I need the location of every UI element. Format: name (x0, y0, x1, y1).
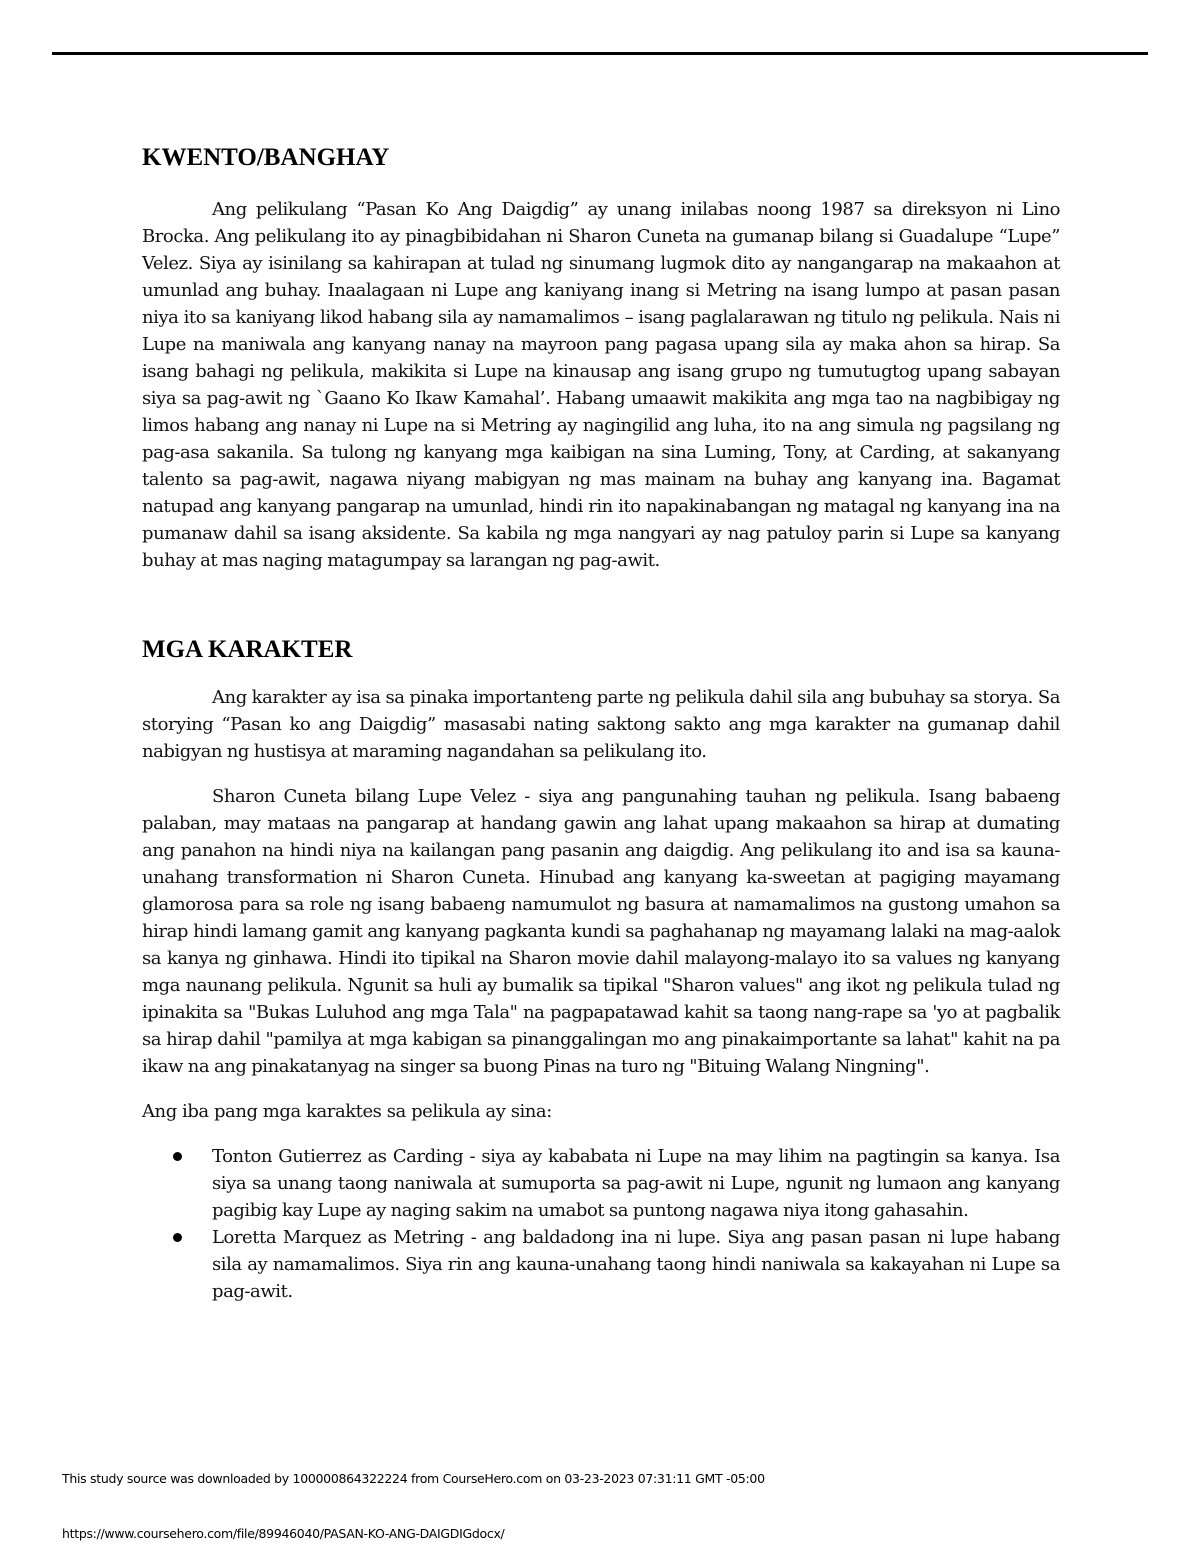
list-item (142, 1224, 1060, 1305)
list-item (142, 1143, 1060, 1224)
paragraph-kwento: Ang pelikulang “Pasan Ko Ang Daigdig” ay unang inilabas noong 1987 sa direksyon ni Lino Brocka. Ang pelikulang ito ay pinagbibidahan ni Sharon Cuneta na gumanap bilang si Guadalupe “Lupe” Velez. Siya ay isinilang sa kahirapan at tulad ng sinumang lugmok dito ay nangangarap na makaahon at umunlad ang buhay. Inaalagaan ni Lupe ang kaniyang inang si Metring na isang lumpo at pasan pasan niya ito sa kaniyang likod habang sila ay namamalimos – isang paglalarawan ng titulo ng pelikula. Nais ni Lupe na maniwala ang kanyang nanay na mayroon pang pagasa upang sila ay maka ahon sa hirap. Sa isang bahagi ng pelikula, makikita si Lupe na kinausap ang isang grupo ng tumutugtog upang sabayan siya sa pag-awit ng `Gaano Ko Ikaw Kamahal’. Habang umaawit makikita ang mga tao na nagbibigay ng limos habang ang nanay ni Lupe na si Metring ay nagingilid ang luha, ito na ang simula ng pagsilang ng pag-asa sakanila. Sa tulong ng kanyang mga kaibigan na sina Luming, Tony, at Carding, at sakanyang talento sa pag-awit, nagawa niyang mabigyan ng mas mainam na buhay ang kanyang ina. Bagamat natupad ang kanyang pangarap na umunlad, hindi rin ito napakinabangan ng matagal ng kanyang ina na pumanaw dahil sa isang aksidente. Sa kabila ng mga nangyari ay nag patuloy parin si Lupe sa kanyang buhay at mas naging matagumpay sa larangan ng pag-awit. (142, 199, 1060, 571)
paragraph-others-intro: Ang iba pang mga karaktes sa pelikula ay sina: (142, 1101, 552, 1122)
heading-mga-karakter: MGA KARAKTER (142, 636, 353, 663)
list-item-text: Tonton Gutierrez as Carding - siya ay kababata ni Lupe na may lihim na pagtingin sa kanya. Isa siya sa unang taong naniwala at sumuporta sa pag-awit ni Lupe, ngunit ng lumaon ang kanyang pagibig kay Lupe ay naging sakim na umabot sa puntong nagawa niya itong gahasahin. (212, 1146, 1060, 1221)
footer-url: https://www.coursehero.com/file/89946040/PASAN-KO-ANG-DAIGDIGdocx/ (62, 1526, 505, 1541)
paragraph-karakter-intro: Ang karakter ay isa sa pinaka importanteng parte ng pelikula dahil sila ang bubuhay sa storya. Sa storying “Pasan ko ang Daigdig” masasabi nating saktong sakto ang mga karakter na gumanap dahil nabigyan ng hustisya at maraming nagandahan sa pelikulang ito. (142, 687, 1060, 762)
paragraph-sharon-cuneta: Sharon Cuneta bilang Lupe Velez - siya ang pangunahing tauhan ng pelikula. Isang babaeng palaban, may mataas na pangarap at handang gawin ang lahat upang makaahon sa hirap at dumating ang panahon na hindi niya na kailangan pang pasanin ang daigdig. Ang pelikulang ito and isa sa kauna-unahang transformation ni Sharon Cuneta. Hinubad ang kanyang ka-sweetan at pagiging mayamang glamorosa para sa role ng isang babaeng namumulot ng basura at namamalimos na gustong umahon sa hirap hindi lamang gamit ang kanyang pagkanta kundi sa paghahanap ng mayamang lalaki na mag-aalok sa kanya ng ginhawa. Hindi ito tipikal na Sharon movie dahil malayong-malayo ito sa values ng kanyang mga naunang pelikula. Ngunit sa huli ay bumalik sa tipikal "Sharon values" ang ikot ng pelikula tulad ng ipinakita sa "Bukas Luluhod ang mga Tala" na pagpapatawad kahit sa taong nang-rape sa 'yo at pagbalik sa hirap dahil "pamilya at mga kabigan sa pinanggalingan mo ang pinakaimportante sa lahat" kahit na pa ikaw na ang pinakatanyag na singer sa buong Pinas na turo ng "Bituing Walang Ningning". (142, 786, 1060, 1077)
top-horizontal-rule (52, 52, 1148, 55)
heading-kwento-banghay: KWENTO/BANGHAY (142, 144, 390, 171)
list-item-text: Loretta Marquez as Metring - ang baldadong ina ni lupe. Siya ang pasan pasan ni lupe habang sila ay namamalimos. Siya rin ang kauna-unahang taong hindi naniwala sa kakayahan ni Lupe sa pag-awit. (212, 1227, 1060, 1302)
character-list (142, 1143, 1060, 1305)
bullet-icon (173, 1233, 182, 1242)
bullet-icon (173, 1152, 182, 1161)
document-body (142, 142, 1060, 1305)
footer-source-note: This study source was downloaded by 100000864322224 from CourseHero.com on 03-23-2023 07:31:11 GMT -05:00 (62, 1471, 765, 1486)
